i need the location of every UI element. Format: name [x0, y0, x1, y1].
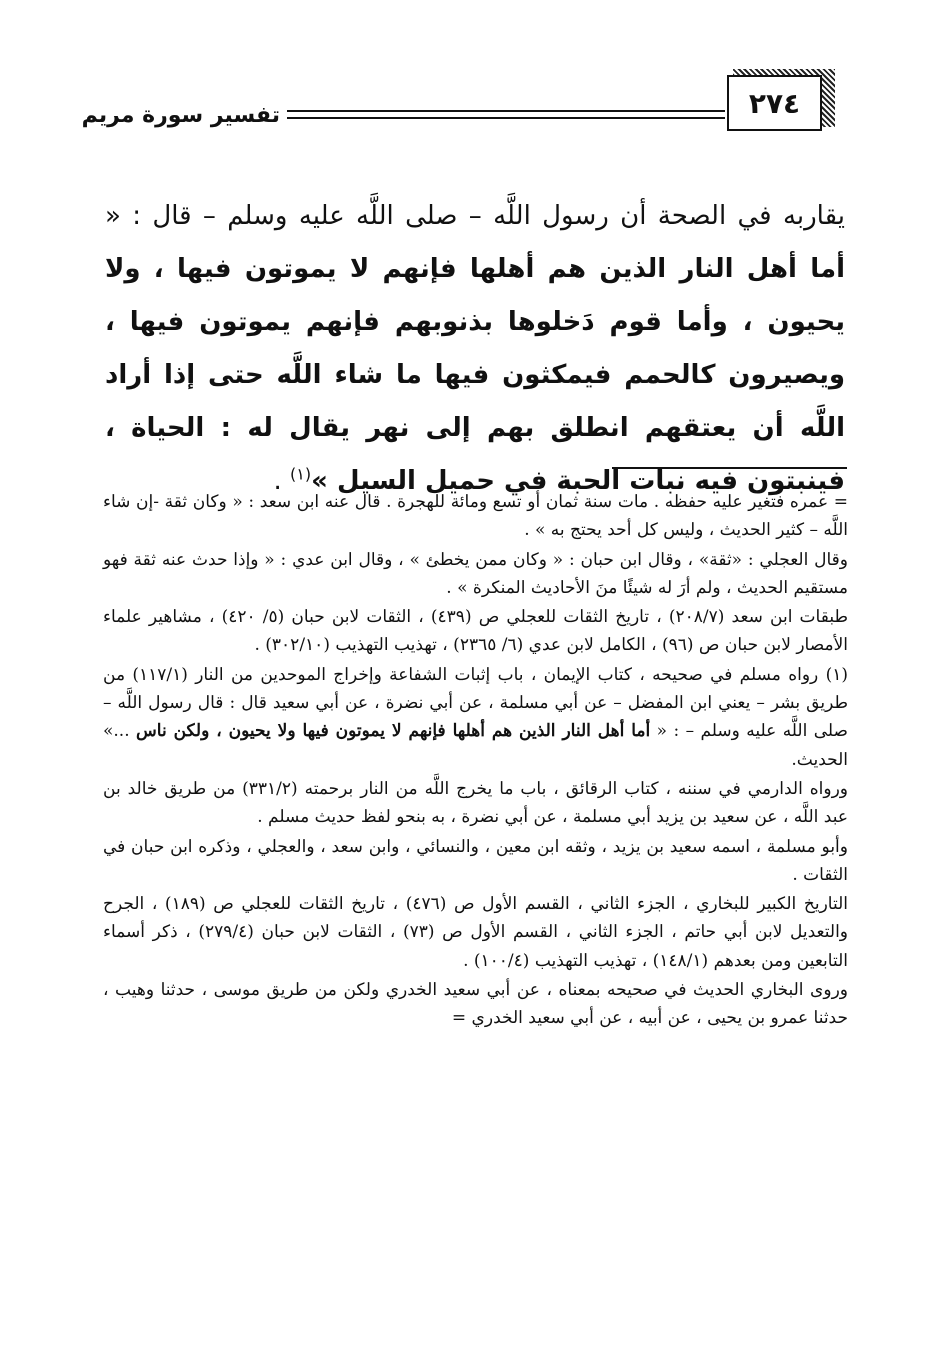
footnote-1-text: (١) رواه مسلم في صحيحه ، كتاب الإيمان ، باب إثبات الشفاعة وإخراج الموحدين من النار (١١٧/١) من طريق بشر – يعني ابن المفضل – عن أبي مسلمة ، عن أبي نضرة ، عن أبي سعيد قال : قال رسول اللَّه – صلى اللَّه عليه وسلم – : «	[103, 664, 848, 742]
header-rule-bottom	[287, 117, 725, 119]
footnote-1-bold: أما أهل النار الذين هم أهلها فإنهم لا يموتون فيها ولا يحيون ، ولكن ناس	[136, 721, 651, 742]
running-header-title: تفسير سورة مريم	[81, 103, 280, 128]
page-number	[727, 75, 822, 131]
quote-close: »	[311, 466, 337, 496]
footnote-continued-2: وقال العجلي : «ثقة» ، وقال ابن حبان : « وكان ممن يخطئ » ، وقال ابن عدي : « وإذا حدث عنه ثقة فهو مستقيم الحديث ، ولم أرَ له شيئًا منَ الأحاديث المنكرة » .	[103, 549, 848, 598]
footnote-continued-3: طبقات ابن سعد (٢٠٨/٧) ، تاريخ الثقات للعجلي ص (٤٣٩) ، الثقات لابن حبان (٥/ ٤٢٠) ، مشاهير علماء الأمصار لابن حبان ص (٩٦) ، الكامل لابن عدي (٦/ ٢٣٦٥) ، تهذيب التهذيب (٣٠٢/١٠) .	[103, 607, 848, 656]
footnotes-section	[103, 488, 848, 1034]
main-text-intro: يقاربه في الصحة أن رسول اللَّه – صلى اللَّه عليه وسلم – قال : «	[105, 201, 845, 231]
footnote-continued-1: = عمره فتغير عليه حفظه . مات سنة ثمان أو تسع ومائة للهجرة . قال عنه ابن سعد : « وكان ثقة -إن شاء اللَّه – كثير الحديث ، وليس كل أحد يحتج به » .	[103, 492, 848, 541]
footnote-1-abu-maslama: وأبو مسلمة ، اسمه سعيد بن يزيد ، وثقه ابن معين ، والنسائي ، وابن سعد ، والعجلي ، وذكره ابن حبان في الثقات .	[103, 836, 848, 885]
main-paragraph	[105, 190, 845, 508]
footnote-1-darimi: ورواه الدارمي في سننه ، كتاب الرقائق ، باب ما يخرج اللَّه من النار برحمته (٣٣١/٢) من طريق خالد بن عبد اللَّه ، عن سعيد بن يزيد أبي مسلمة ، عن أبي نضرة ، به بنحو لفظ حديث مسلم .	[103, 778, 848, 828]
header-rule-top	[287, 110, 725, 112]
footnote-1	[103, 661, 848, 774]
footnote-reference[interactable]: (١)	[290, 464, 312, 484]
footnote-1-sources: التاريخ الكبير للبخاري ، الجزء الثاني ، القسم الأول ص (٤٧٦) ، تاريخ الثقات للعجلي ص (١٨٩) ، الجرح والتعديل لابن أبي حاتم ، الجزء الثاني ، القسم الأول ص (٧٣) ، الثقات لابن حبان (٢٧٩/٤) ، ذكر أسماء التابعين ومن بعدهم (١٤٨/١) ، تهذيب التهذيب (١٠٠/٤) .	[103, 894, 848, 971]
footnote-1-end: ...» الحديث.	[103, 721, 848, 770]
page-number-text: ٢٧٤	[748, 86, 801, 120]
hadith-text: أما أهل النار الذين هم أهلها فإنهم لا يموتون فيها ، ولا يحيون ، وأما قوم دَخلوها بذنوبهم فإنهم يموتون فيها ، ويصيرون كالحمم فيمكثون فيها ما شاء اللَّه حتى إذا أراد اللَّه أن يعتقهم انطلق بهم إلى نهر يقال له : الحياة ، فينبتون فيه نبات الحبة في حميل السيل	[105, 254, 845, 496]
footnote-1-bukhari: وروى البخاري الحديث في صحيحه بمعناه ، عن أبي سعيد الخدري ولكن من طريق موسى ، حدثنا وهيب ، حدثنا عمرو بن يحيى ، عن أبيه ، عن أبي سعيد الخدري =	[103, 980, 848, 1029]
main-text-end: .	[273, 466, 291, 496]
footnote-separator	[612, 467, 847, 469]
